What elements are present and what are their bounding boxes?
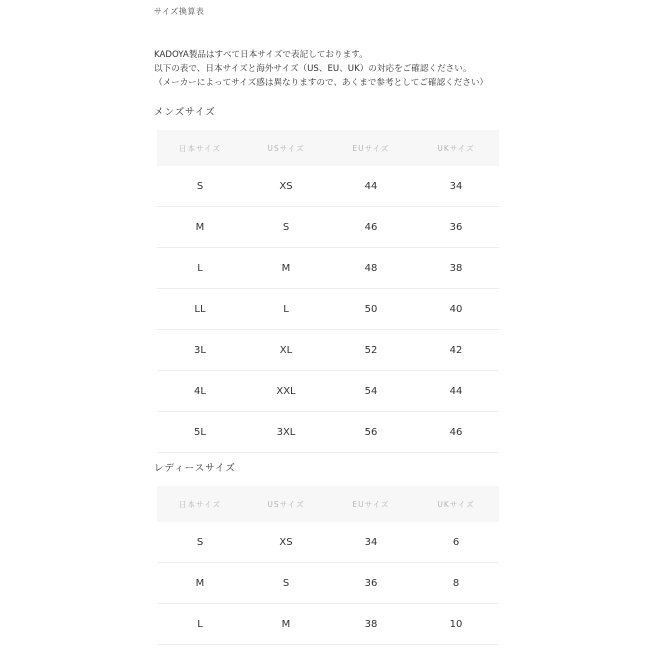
intro-line: （メーカーによってサイズ感は異なりますので、あくまで参考としてご確認ください） (154, 78, 489, 88)
header-us-size: USサイズ (243, 486, 329, 522)
jp-size-cell: LL (157, 289, 243, 330)
header-jp-size: 日本サイズ (157, 486, 243, 522)
uk-size-cell: 6 (413, 522, 499, 563)
header-eu-size: EUサイズ (329, 486, 413, 522)
eu-size-cell: 34 (329, 522, 413, 563)
uk-size-cell: 40 (413, 289, 499, 330)
jp-size-cell: 3L (157, 330, 243, 371)
uk-size-cell: 38 (413, 248, 499, 289)
jp-size-cell: M (157, 207, 243, 248)
table-row (157, 412, 499, 453)
us-size-cell: XL (243, 330, 329, 371)
eu-size-cell: 38 (329, 604, 413, 645)
eu-size-cell: 48 (329, 248, 413, 289)
eu-size-cell: 46 (329, 207, 413, 248)
header-us-size: USサイズ (243, 130, 329, 166)
uk-size-cell: 34 (413, 166, 499, 207)
us-size-cell: S (243, 563, 329, 604)
table-header-row (157, 130, 499, 166)
eu-size-cell: 54 (329, 371, 413, 412)
eu-size-cell: 50 (329, 289, 413, 330)
uk-size-cell: 46 (413, 412, 499, 453)
ladies-section-title: レディースサイズ (154, 463, 236, 474)
eu-size-cell: 52 (329, 330, 413, 371)
table-row (157, 604, 499, 645)
uk-size-cell: 10 (413, 604, 499, 645)
table-row (157, 563, 499, 604)
eu-size-cell: 36 (329, 563, 413, 604)
us-size-cell: 3XL (243, 412, 329, 453)
jp-size-cell: L (157, 248, 243, 289)
eu-size-cell: 56 (329, 412, 413, 453)
uk-size-cell: 44 (413, 371, 499, 412)
table-row (157, 371, 499, 412)
header-eu-size: EUサイズ (329, 130, 413, 166)
table-row (157, 207, 499, 248)
intro-line: 以下の表で、日本サイズと海外サイズ（US、EU、UK）の対応をご確認ください。 (154, 64, 472, 74)
intro-line: KADOYA製品はすべて日本サイズで表記しております。 (154, 50, 368, 60)
header-uk-size: UKサイズ (413, 130, 499, 166)
table-row (157, 289, 499, 330)
table-row (157, 330, 499, 371)
table-row (157, 248, 499, 289)
jp-size-cell: M (157, 563, 243, 604)
uk-size-cell: 8 (413, 563, 499, 604)
us-size-cell: S (243, 207, 329, 248)
jp-size-cell: S (157, 166, 243, 207)
header-jp-size: 日本サイズ (157, 130, 243, 166)
uk-size-cell: 42 (413, 330, 499, 371)
intro-text (154, 48, 488, 90)
jp-size-cell: S (157, 522, 243, 563)
mens-section-title: メンズサイズ (154, 107, 216, 118)
us-size-cell: M (243, 248, 329, 289)
us-size-cell: L (243, 289, 329, 330)
eu-size-cell: 44 (329, 166, 413, 207)
jp-size-cell: 5L (157, 412, 243, 453)
uk-size-cell: 36 (413, 207, 499, 248)
jp-size-cell: L (157, 604, 243, 645)
table-row (157, 166, 499, 207)
table-row (157, 522, 499, 563)
header-uk-size: UKサイズ (413, 486, 499, 522)
mens-size-table (157, 130, 499, 453)
page-title: サイズ換算表 (154, 7, 205, 16)
table-header-row (157, 486, 499, 522)
us-size-cell: XS (243, 522, 329, 563)
us-size-cell: M (243, 604, 329, 645)
us-size-cell: XS (243, 166, 329, 207)
ladies-size-table (157, 486, 499, 645)
jp-size-cell: 4L (157, 371, 243, 412)
us-size-cell: XXL (243, 371, 329, 412)
